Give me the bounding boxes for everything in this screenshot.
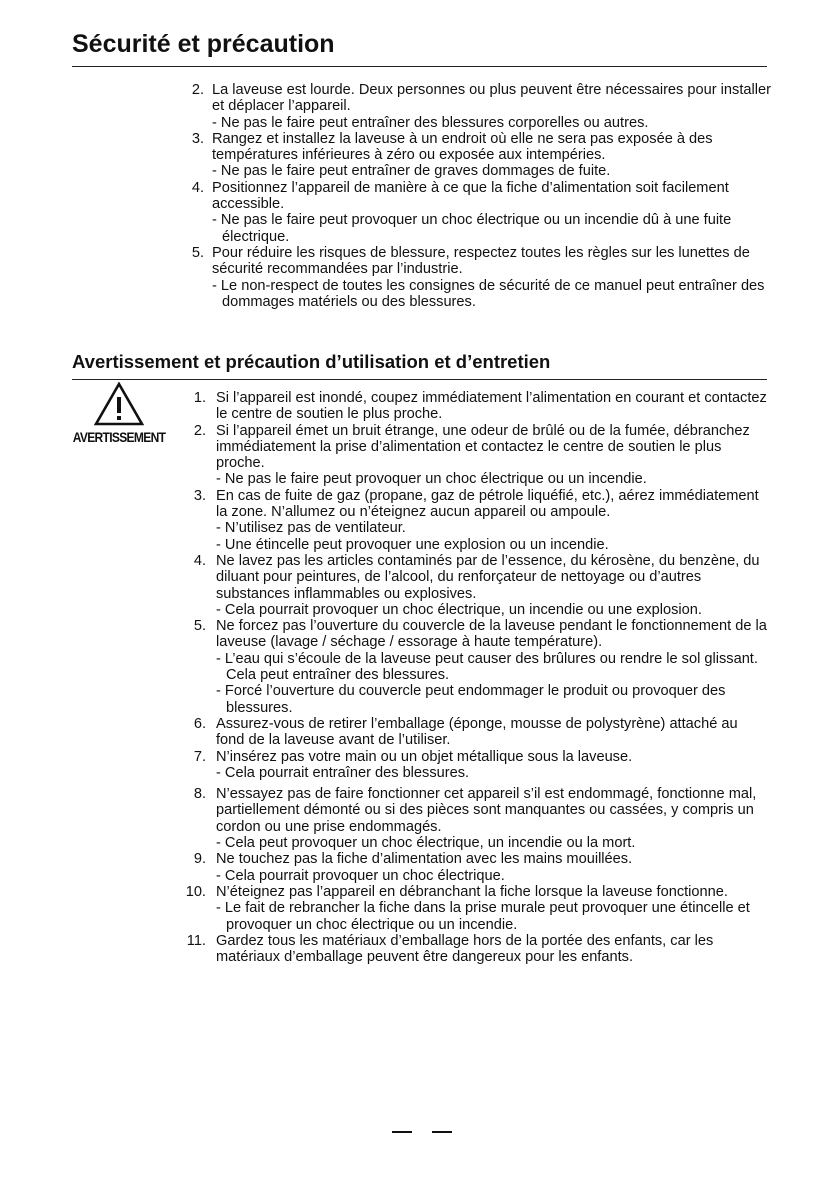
item-note: - Le fait de rebrancher la fiche dans la prise murale peut provoquer une étincelle et provoquer un choc électrique ou un incendie. (216, 900, 750, 933)
page-marker-left (392, 1131, 412, 1133)
item-text: N’essayez pas de faire fonctionner cet appareil s’il est endommagé, fonctionne mal, partiellement démonté ou si des pièces sont manquantes ou cassées, y compris un cordon ou une prise endommagés. (216, 786, 757, 835)
list-item (178, 618, 768, 716)
item-text: Gardez tous les matériaux d’emballage hors de la portée des enfants, car les matériaux d’emballage peuvent être dangereux pour les enfants. (216, 932, 714, 966)
item-note: - Forcé l’ouverture du couvercle peut endommager le produit ou provoquer des blessures. (216, 683, 726, 716)
title-divider (72, 66, 767, 67)
list-item (178, 180, 778, 245)
safety-list (178, 82, 778, 310)
list-item (178, 716, 768, 749)
warning-label: AVERTISSEMENT (72, 429, 166, 445)
item-note: - Ne pas le faire peut entraîner de graves dommages de fuite. (212, 163, 611, 180)
item-number: 9. (193, 851, 206, 868)
item-note: - Cela pourrait provoquer un choc électrique, un incendie ou une explosion. (216, 601, 702, 618)
list-item (178, 933, 768, 966)
item-text: En cas de fuite de gaz (propane, gaz de pétrole liquéfié, etc.), aérez immédiatement la zone. N’allumez ou n’éteignez aucun appareil ou ampoule. (216, 487, 759, 521)
list-item (178, 786, 768, 851)
item-note: - L’eau qui s’écoule de la laveuse peut causer des brûlures ou rendre le sol glissant. Cela peut entraîner des blessures. (216, 650, 758, 684)
item-number: 7. (193, 748, 206, 765)
list-item (178, 884, 768, 933)
list-item (178, 851, 768, 884)
list-item (178, 553, 768, 618)
item-text: Ne lavez pas les articles contaminés par de l’essence, du kérosène, du benzène, du diluant pour peintures, de l’alcool, du renforçateur de nettoyage ou d’autres substances inflammables ou explosives. (216, 552, 760, 602)
item-number: 6. (193, 715, 206, 732)
item-text: Assurez-vous de retirer l’emballage (éponge, mousse de polystyrène) attaché au fond de la laveuse avant de l’utiliser. (216, 715, 738, 749)
warning-list (178, 390, 768, 965)
section-divider (72, 379, 767, 380)
list-item (178, 488, 768, 553)
item-note: - Ne pas le faire peut provoquer un choc électrique ou un incendie dû à une fuite électrique. (212, 212, 732, 245)
item-text: La laveuse est lourde. Deux personnes ou plus peuvent être nécessaires pour installer et déplacer l’appareil. (212, 82, 771, 115)
item-text: N’éteignez pas l’appareil en débranchant la fiche lorsque la laveuse fonctionne. (216, 883, 728, 900)
list-item (178, 82, 778, 131)
item-number: 3. (191, 130, 204, 147)
item-note: - N’utilisez pas de ventilateur. (216, 520, 406, 537)
item-number: 10. (185, 883, 206, 900)
item-note: - Ne pas le faire peut provoquer un choc électrique ou un incendie. (216, 471, 647, 488)
item-number: 4. (191, 179, 204, 196)
item-text: Positionnez l’appareil de manière à ce que la fiche d’alimentation soit facilement accessible. (212, 179, 729, 213)
item-note: - Cela pourrait entraîner des blessures. (216, 764, 470, 781)
item-note: - Une étincelle peut provoquer une explosion ou un incendie. (216, 536, 609, 553)
item-note: - Ne pas le faire peut entraîner des blessures corporelles ou autres. (212, 114, 649, 131)
item-number: 3. (193, 487, 206, 504)
list-item (178, 390, 768, 423)
item-note: - Cela peut provoquer un choc électrique, un incendie ou la mort. (216, 835, 636, 852)
item-text: Ne touchez pas la fiche d’alimentation avec les mains mouillées. (216, 851, 633, 868)
item-number: 5. (191, 244, 204, 261)
item-text: Si l’appareil est inondé, coupez immédiatement l’alimentation en courant et contactez le centre de soutien le plus proche. (216, 390, 767, 423)
item-number: 2. (191, 82, 204, 98)
list-item (178, 131, 778, 180)
item-text: Rangez et installez la laveuse à un endroit où elle ne sera pas exposée à des températures inférieures à zéro ou exposée aux intempéries. (212, 130, 713, 164)
list-item (178, 423, 768, 488)
item-note: - Cela pourrait provoquer un choc électrique. (216, 867, 505, 884)
page-marker-right (432, 1131, 452, 1133)
item-number: 8. (193, 786, 206, 803)
item-text: Pour réduire les risques de blessure, respectez toutes les règles sur les lunettes de sécurité recommandées par l’industrie. (212, 244, 750, 278)
item-number: 4. (193, 552, 206, 569)
item-text: N’insérez pas votre main ou un objet métallique sous la laveuse. (216, 748, 633, 765)
list-item (178, 749, 768, 782)
section-heading: Avertissement et précaution d’utilisation et d’entretien (72, 351, 551, 372)
list-item (178, 245, 778, 310)
warning-triangle-icon (94, 382, 144, 426)
item-text: Si l’appareil émet un bruit étrange, une odeur de brûlé ou de la fumée, débranchez immédiatement la prise d’alimentation et contactez le centre de soutien le plus proche. (216, 422, 750, 472)
item-number: 2. (193, 422, 206, 439)
warning-block (58, 382, 180, 445)
page-title: Sécurité et précaution (72, 30, 335, 58)
item-number: 11. (186, 932, 206, 949)
item-number: 5. (193, 618, 206, 635)
item-text: Ne forcez pas l’ouverture du couvercle de la laveuse pendant le fonctionnement de la laveuse (lavage / séchage / essorage à haute température). (216, 618, 767, 651)
item-note: - Le non-respect de toutes les consignes de sécurité de ce manuel peut entraîner des dommages matériels ou des blessures. (212, 277, 765, 310)
item-number: 1. (193, 390, 206, 406)
